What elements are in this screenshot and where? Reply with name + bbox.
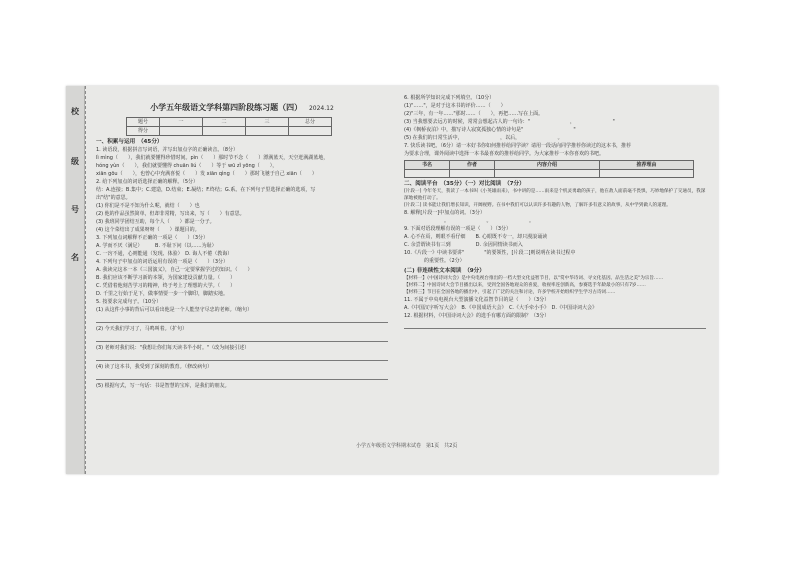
answer-line[interactable] bbox=[96, 315, 388, 323]
gutter-label: 号 bbox=[71, 205, 79, 214]
question-line: (2) 今天我们学习了，马鸣叫着。（扩句） bbox=[96, 326, 188, 332]
book-recommendation-table bbox=[404, 160, 694, 178]
score-table bbox=[126, 117, 332, 136]
table-cell[interactable] bbox=[495, 170, 600, 178]
score-cell: 得分 bbox=[127, 127, 160, 136]
question-line: A. 心不在焉，则眼不看仔细 B. 心眼既不专一，却只漫浪诵读 bbox=[404, 234, 548, 240]
score-cell[interactable] bbox=[289, 127, 332, 136]
table-header: 推荐理由 bbox=[600, 161, 694, 170]
question-line: 3. 下列加点词解释不正确的一项是（ ）（3分） bbox=[96, 235, 209, 241]
question-line: (1) 从这件小事的背后可以看出他是一个人能坚守尽忠的老师。（缩句） bbox=[96, 307, 253, 313]
right-column bbox=[404, 94, 706, 331]
question-line: (3) 当我想要去远方的时候，常常会想起古人的一句诗：" ， " bbox=[404, 119, 615, 125]
question-line: (1)"……"，是对于这本书的评价……（ ） bbox=[404, 103, 506, 109]
title-text: 小学五年级语文学科第四阶段练习题（四） bbox=[150, 103, 303, 112]
title-date: 2024.12 bbox=[308, 105, 334, 112]
question-line: 8. 解释[片段一]中加点的词。（3分） bbox=[404, 210, 485, 216]
section-heading: (二) 非连续性文本阅读 （9分） bbox=[404, 268, 485, 274]
page-title bbox=[96, 104, 388, 113]
question-line: 12. 根据材料，《中国诗词大会》的选手有哪方面的限制？（3分） bbox=[404, 313, 550, 319]
question-line: 6. 根据所学知识完成下列填空。（10分） bbox=[404, 95, 495, 101]
question-line: C. 凭借着他刻苦学习的精神，终于考上了理想的大学。（ ） bbox=[96, 283, 236, 289]
question-line: A.《中国汉字听写大会》 B.《中国成语大会》 C.《大手牵小手》 D.《中国诗词大会》 bbox=[404, 305, 597, 311]
question-list bbox=[96, 146, 388, 390]
material-paragraph: 【材料三】节目在全国各地的播出中，引起了广泛的关注和讨论，许多学校开始组织学生学习古诗词…… bbox=[404, 290, 616, 295]
question-line: C. 一窍不通，心则能通（发现、体验） D. 诲人不倦（教诲） bbox=[96, 251, 233, 257]
question-line: 7. 快乐读书吧。（6分）请一本好书你如何推荐给同学读？请用一段话向同学推荐你读过的这本书，推荐 bbox=[404, 143, 632, 149]
section-heading: 二、阅读平台 （35分）（一）对比阅读 （7分） bbox=[404, 181, 525, 187]
page-footer: 小学五年级语文学科期末试卷 第1页 共2页 bbox=[356, 443, 458, 449]
question-line: 的重要性。（2分） bbox=[404, 258, 465, 264]
question-line: (5) 根据句式，写一句话：书是智慧的宝库，是我们的朋友。 bbox=[96, 383, 230, 389]
score-cell: 总分 bbox=[289, 118, 332, 127]
gutter-label: 校 bbox=[71, 107, 79, 116]
reading-passage: [片段一] 今年冬天，我读了一本书叫《小英雄雨来》，书中讲的是……雨来是个机灵勇敢的孩子，他在敌人面前毫不畏惧，巧妙地保护了交通员，我深深地被他打动了。 bbox=[404, 189, 706, 201]
material-paragraph: 【材料二】中国诗词大会节目播出以来，受到全国各地观众的喜爱，收视率连创新高，参赛选手年龄最小的只有7岁…… bbox=[404, 283, 646, 288]
question-line: 4. 下列句子中加点的词语运用有误的一项是（ ）（3分） bbox=[96, 259, 229, 265]
left-column bbox=[96, 94, 388, 390]
score-cell[interactable] bbox=[203, 127, 246, 136]
question-line: (3) 我班同学团结互助，每个人（ ）都是一分子。 bbox=[96, 219, 215, 225]
question-line: B. 我们应该不断学习新的本领，为国家建设贡献力量。（ ） bbox=[96, 275, 236, 281]
question-line: (4) 这个菜结出了成果呀呀（ ）课题目的。 bbox=[96, 227, 200, 233]
question-line: (2) 他的作品虽然简单，但却非常精，写出来，写（ ）有意思。 bbox=[96, 211, 245, 217]
question-line: hóng yùn（ ），我们就要懂得 chuān liú（ ）等于 wū zǐ yōng（ ）， bbox=[96, 163, 278, 169]
question-line: lì mìng（ ），我们就要懂得珍惜时间。pìn（ ）那时节不念（ ）漂满蓝天，天空迸满湖蓝地， bbox=[96, 155, 329, 161]
answer-line[interactable] bbox=[96, 372, 388, 380]
table-header: 内容介绍 bbox=[495, 161, 600, 170]
question-line: 11. 不属于中央电视台大型演播文化益智节目的是（ ）（3分） bbox=[404, 297, 550, 303]
score-cell: 二 bbox=[203, 118, 246, 127]
question-line: (1) 你们是不是不知为什么呢，就结（ ）也 bbox=[96, 203, 200, 209]
question-line: 9. 下面对语段理解有误的一项是（ ）（3分） bbox=[404, 226, 512, 232]
gutter-label: 名 bbox=[71, 253, 79, 262]
reading-passage: [片段二] 读书能让我们增长知识，开阔视野。在书中我们可以认识许多有趣的人物，了解许多有意义的故事，从中学到做人的道理。 bbox=[404, 203, 671, 208]
table-header: 作者 bbox=[450, 161, 495, 170]
question-line: 10.《片段一》中读书要讲" "的要领性，[片段二]则说明在读书过程中 bbox=[404, 250, 576, 256]
table-header: 书名 bbox=[405, 161, 450, 170]
question-line: 结：A.连接；B.集中；C.建造，D.结束；E.凝结；F.终结；G.系。在下列句子里选择正确的选项，写 bbox=[96, 187, 316, 193]
question-line: (4) 读了这本书，我受到了深刻的教育。（修改病句） bbox=[96, 364, 213, 370]
table-cell[interactable] bbox=[405, 170, 450, 178]
question-line: A. 我读完这本一本《三国演义》，自己一定要掌握学过的知识。（ ） bbox=[96, 267, 253, 273]
binding-gutter bbox=[66, 86, 85, 474]
question-line: (5) 在我们的日常生活中， ，以后， 。 bbox=[404, 135, 563, 141]
question-line: 出"结"的意思。 bbox=[96, 195, 131, 201]
score-cell: 一 bbox=[160, 118, 203, 127]
question-line: (3) 老师对我们说："我想让你们每天读书半小时。"（改为间接引述） bbox=[96, 345, 250, 351]
cut-line bbox=[85, 86, 86, 474]
exam-paper bbox=[66, 86, 718, 474]
question-line: D. 千里之行始于足下，做事情要一步一个脚印，脚踏实地。 bbox=[96, 291, 229, 297]
score-cell: 三 bbox=[246, 118, 289, 127]
table-cell[interactable] bbox=[450, 170, 495, 178]
question-line: 。 。 。 bbox=[404, 218, 535, 224]
question-line: (2)"三年，有一年……"那时……（ ），再把……写在上面。 bbox=[404, 111, 544, 117]
material-paragraph: 【材料一】《中国诗词大会》是中央电视台推出的一档大型文化益智节目，以"赏中华诗词、寻文化基因、品生活之美"为宗旨…… bbox=[404, 276, 664, 281]
answer-line[interactable] bbox=[404, 321, 706, 329]
question-line: C. 余尝谓读书有三到 D. 余因同情读书而入 bbox=[404, 242, 523, 248]
section-heading: 一、积累与运用 （45分） bbox=[96, 139, 163, 145]
answer-line[interactable] bbox=[96, 334, 388, 342]
table-cell[interactable] bbox=[600, 170, 694, 178]
question-line: 1. 读语段，根据拼音写词语，并写出加点字的正确读音。（8分） bbox=[96, 147, 239, 153]
score-cell[interactable] bbox=[160, 127, 203, 136]
question-line: 2. 给下列加点的词语选择正确的解释。（5分） bbox=[96, 179, 199, 185]
question-line: 5. 按要求完成句子。（10分） bbox=[96, 299, 162, 305]
question-line: (4)《枫桥夜泊》中，描写诗人寂寞孤独心情的诗句是" " bbox=[404, 127, 576, 133]
score-cell[interactable] bbox=[246, 127, 289, 136]
answer-line[interactable] bbox=[96, 353, 388, 361]
question-line: xiān gōu（ ），也曾心中充满喜悦（ ）发 xiān qìng（ ）那时飞驰于自己 xiān（ ） bbox=[96, 171, 317, 177]
gutter-label: 级 bbox=[71, 157, 79, 166]
question-line: 为要求合理，课外阅读中选择一本书最喜欢的推荐给同学。为大家推荐一本你喜欢的书吧。 bbox=[404, 151, 605, 157]
score-cell: 题号 bbox=[127, 118, 160, 127]
question-line: A. 学而不厌（满足） B. 不耻下问（以……为耻） bbox=[96, 243, 217, 249]
